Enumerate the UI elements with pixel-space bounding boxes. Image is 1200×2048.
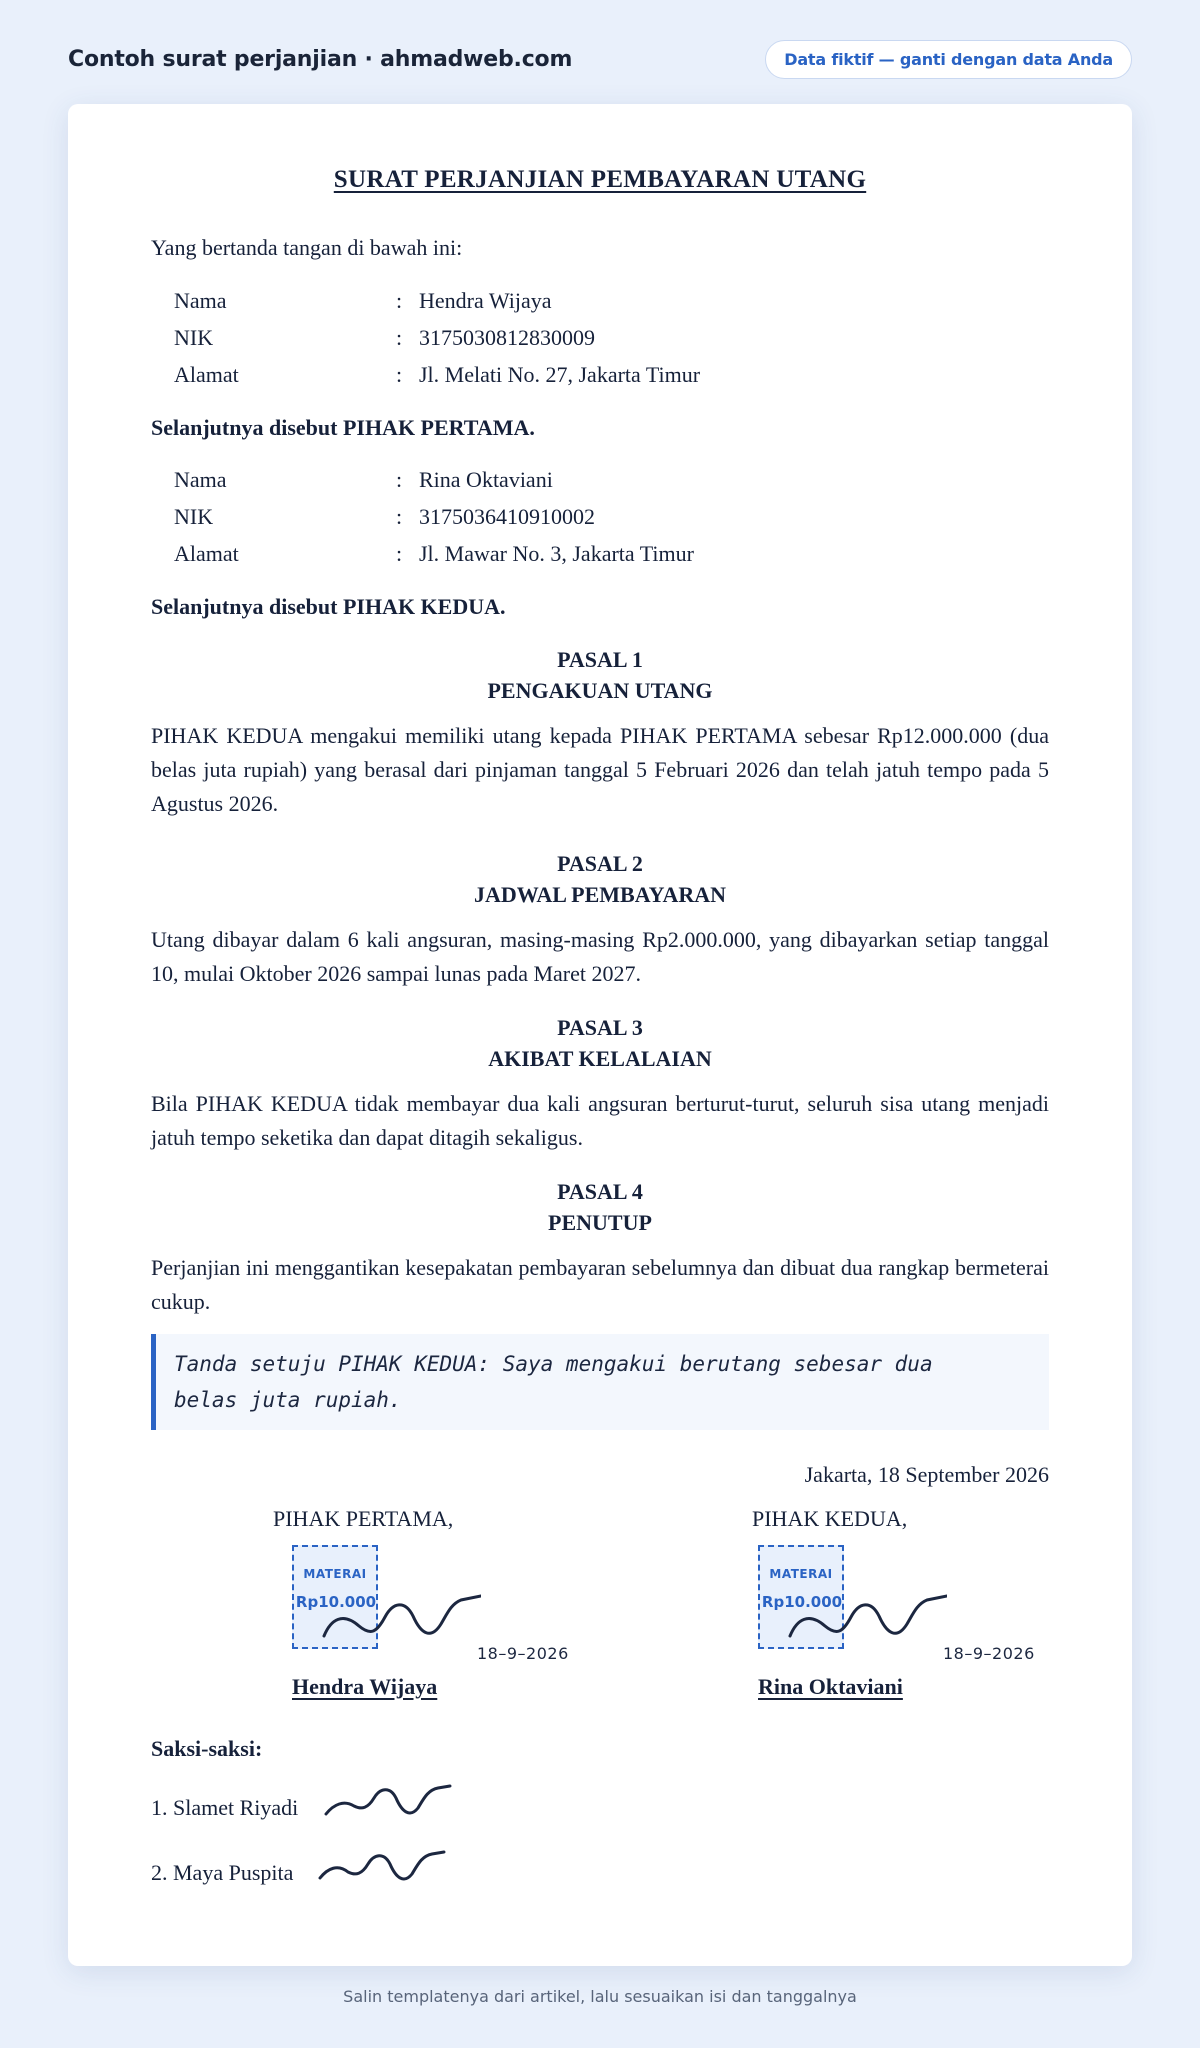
stamp-value: Rp10.000 (295, 1593, 377, 1611)
field-colon: : (396, 288, 403, 313)
field-colon: : (396, 362, 403, 387)
document-title: SURAT PERJANJIAN PEMBAYARAN UTANG (333, 166, 867, 193)
stamp-label: MATERAI (303, 1567, 367, 1581)
stamp-value: Rp10.000 (761, 1593, 843, 1611)
field-colon: : (396, 467, 403, 492)
article-number: PASAL 2 (557, 851, 643, 876)
first-party-sign-date: 18–9–2026 (477, 1644, 569, 1663)
consent-note-text: Tanda setuju PIHAK KEDUA: Saya mengakui berutang sebesar dua belas juta rupiah. (174, 1352, 933, 1412)
article-3-body: Bila PIHAK KEDUA tidak membayar dua kali angsuran berturut-turut, seluruh sisa utang menjadi jatuh tempo seketika dan dapat ditagih sekaligus. (151, 1091, 1049, 1150)
witness-2-name: 2. Maya Puspita (151, 1860, 294, 1885)
article-2-heading (151, 848, 1049, 910)
field-value: Jl. Melati No. 27, Jakarta Timur (419, 362, 701, 387)
article-title: PENGAKUAN UTANG (487, 678, 713, 703)
article-title: AKIBAT KELALAIAN (488, 1046, 712, 1071)
article-number: PASAL 3 (557, 1015, 643, 1040)
article-2-body: Utang dibayar dalam 6 kali angsuran, masing-masing Rp2.000.000, yang dibayarkan setiap tanggal 10, mulai Oktober 2026 sampai lunas pada Maret 2027. (151, 927, 1049, 986)
witness-1-signature (322, 1778, 452, 1822)
field-label: Nama (174, 467, 227, 492)
field-label: Alamat (174, 362, 239, 387)
article-title: PENUTUP (548, 1210, 652, 1235)
field-value: 3175030812830009 (419, 325, 595, 350)
place-date: Jakarta, 18 September 2026 (804, 1462, 1049, 1487)
field-label: Nama (174, 288, 227, 313)
second-party-signer-name: Rina Oktaviani (758, 1674, 903, 1699)
article-1-body: PIHAK KEDUA mengakui memiliki utang kepada PIHAK PERTAMA sebesar Rp12.000.000 (dua belas juta rupiah) yang berasal dari pinjaman tanggal 5 Februari 2026 dan telah jatuh tempo pada 5 Agustus 2026. (151, 723, 1049, 816)
witnesses-heading: Saksi-saksi: (151, 1736, 263, 1761)
field-value: Hendra Wijaya (419, 288, 552, 313)
field-label: Alamat (174, 541, 239, 566)
article-number: PASAL 4 (557, 1179, 643, 1204)
first-party-label: PIHAK PERTAMA, (273, 1506, 454, 1531)
field-colon: : (396, 325, 403, 350)
second-party-label: PIHAK KEDUA, (752, 1506, 908, 1531)
field-colon: : (396, 504, 403, 529)
field-value: Jl. Mawar No. 3, Jakarta Timur (419, 541, 694, 566)
field-colon: : (396, 541, 403, 566)
field-label: NIK (174, 504, 214, 529)
field-value: 3175036410910002 (419, 504, 595, 529)
footer-note: Salin templatenya dari artikel, lalu sesuaikan isi dan tanggalnya (343, 1987, 857, 2006)
article-4-body: Perjanjian ini menggantikan kesepakatan pembayaran sebelumnya dan dibuat dua rangkap bermeterai cukup. (151, 1255, 1049, 1314)
article-3-heading (151, 1012, 1049, 1074)
witness-1-name: 1. Slamet Riyadi (151, 1795, 299, 1820)
document-paper (68, 104, 1132, 1966)
party-two-designation: Selanjutnya disebut PIHAK KEDUA. (151, 594, 506, 619)
article-1-heading (151, 644, 1049, 706)
article-number: PASAL 1 (557, 647, 643, 672)
first-party-signer-name: Hendra Wijaya (292, 1674, 438, 1699)
intro-text: Yang bertanda tangan di bawah ini: (151, 235, 463, 260)
second-party-signature (787, 1584, 947, 1644)
field-label: NIK (174, 325, 214, 350)
site-title: Contoh surat perjanjian · ahmadweb.com (68, 46, 573, 72)
stamp-label: MATERAI (769, 1567, 833, 1581)
article-title: JADWAL PEMBAYARAN (473, 882, 727, 907)
fictional-data-badge: Data fiktif — ganti dengan data Anda (765, 40, 1132, 79)
top-bar (68, 38, 1132, 80)
party-one-designation: Selanjutnya disebut PIHAK PERTAMA. (151, 415, 535, 440)
field-value: Rina Oktaviani (419, 467, 553, 492)
witness-2-signature (316, 1844, 446, 1888)
first-party-signature (321, 1584, 481, 1644)
consent-note-box (151, 1334, 1049, 1430)
article-4-heading (151, 1176, 1049, 1238)
second-party-sign-date: 18–9–2026 (943, 1644, 1035, 1663)
